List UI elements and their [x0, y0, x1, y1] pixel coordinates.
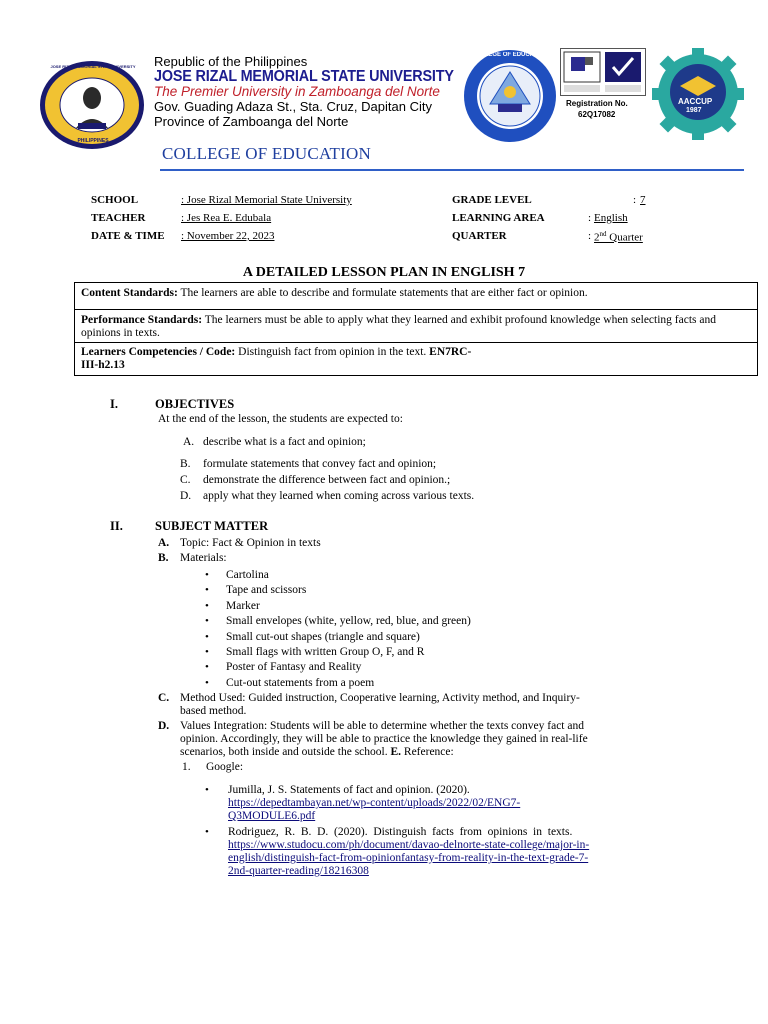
competency-text: Distinguish fact from opinion in the text. — [235, 346, 430, 358]
grade-label: GRADE LEVEL — [452, 194, 532, 206]
competency-code-2: III-h2.13 — [81, 359, 125, 371]
aaccup-year: 1987 — [686, 107, 702, 114]
method-letter: C. — [158, 692, 170, 704]
material-bullet: • — [205, 600, 209, 612]
coe-logo — [462, 48, 558, 144]
objective-d-text: apply what they learned when coming across various texts. — [203, 490, 475, 502]
material-bullet: • — [205, 615, 209, 627]
performance-standards-text: The learners must be able to apply what they learned and exhibit profound knowledge when selecting facts and opinions in texts. — [81, 314, 716, 339]
performance-standards-label: Performance Standards: — [81, 314, 203, 326]
material-bullet: • — [205, 646, 209, 658]
quarter-number: 2 — [594, 231, 600, 244]
material-item: Small flags with written Group O, F, and R — [226, 646, 425, 658]
quarter-label: QUARTER — [452, 230, 507, 242]
reference-1-link[interactable] — [228, 797, 520, 823]
reference-2-link-line-3[interactable]: 2nd-quarter-reading/18216308 — [228, 865, 369, 877]
content-standards-row — [75, 283, 757, 310]
reference-bullet: • — [205, 826, 209, 838]
objective-d-letter: D. — [180, 490, 192, 502]
material-bullet: • — [205, 661, 209, 673]
material-item: Small envelopes (white, yellow, red, blue, and green) — [226, 615, 471, 627]
quarter-suffix: nd — [599, 230, 607, 238]
school-label: SCHOOL — [91, 194, 139, 206]
teacher-value: : Jes Rea E. Edubala — [181, 212, 272, 224]
quarter-word: Quarter — [606, 231, 643, 244]
content-standards-text: The learners are able to describe and formulate statements that are either fact or opinion. — [177, 287, 588, 299]
topic-text: Topic: Fact & Opinion in texts — [180, 537, 321, 549]
topic-letter: A. — [158, 537, 170, 549]
objectives-numeral: I. — [110, 397, 118, 411]
subject-heading: SUBJECT MATTER — [155, 519, 269, 533]
address-line-1: Gov. Guading Adaza St., Sta. Cruz, Dapitan City — [154, 99, 432, 114]
registration-label: Registration No. — [566, 99, 628, 108]
reference-1-link-line-2[interactable]: Q3MODULE6.pdf — [228, 810, 316, 822]
quarter-colon: : — [588, 230, 592, 242]
objective-c-text: demonstrate the difference between fact and opinion.; — [203, 474, 451, 486]
values-text-end: scenarios, both inside and outside the school. — [180, 746, 391, 758]
google-number: 1. — [182, 761, 191, 773]
reference-1-link-line-1[interactable]: https://depedtambayan.net/wp-content/uploads/2022/02/ENG7- — [228, 797, 521, 809]
university-tagline: The Premier University in Zamboanga del Norte — [154, 84, 440, 99]
reference-label: Reference: — [401, 746, 454, 758]
reference-letter: E. — [390, 746, 402, 758]
material-bullet: • — [205, 569, 209, 581]
values-letter: D. — [158, 720, 170, 732]
header-divider — [160, 169, 744, 171]
seal-bottom-text: PHILIPPINES — [77, 138, 109, 144]
university-name: JOSE RIZAL MEMORIAL STATE UNIVERSITY — [154, 68, 454, 85]
standards-table — [74, 282, 758, 376]
area-label: LEARNING AREA — [452, 212, 545, 224]
method-text-line-1: Method Used: Guided instruction, Cooperative learning, Activity method, and Inquiry- — [180, 692, 580, 704]
materials-letter: B. — [158, 552, 169, 564]
grade-colon: : — [633, 194, 637, 206]
lesson-plan-title: A DETAILED LESSON PLAN IN ENGLISH 7 — [242, 265, 526, 280]
values-text-line-2: opinion. Accordingly, they will be able to practice the knowledge they gained in real-life — [180, 733, 588, 745]
subject-numeral: II. — [110, 519, 123, 533]
material-item: Small cut-out shapes (triangle and square) — [226, 631, 420, 643]
material-item: Tape and scissors — [226, 584, 307, 596]
reference-2-link-line-1[interactable]: https://www.studocu.com/ph/document/davao-delnorte-state-college/major-in- — [228, 839, 590, 851]
content-standards-label: Content Standards: — [81, 287, 178, 299]
method-text-line-2: based method. — [180, 705, 247, 717]
objective-a-letter: A. — [183, 436, 195, 448]
objective-b-letter: B. — [180, 458, 191, 470]
material-item: Poster of Fantasy and Reality — [226, 661, 362, 673]
quarter-value — [594, 230, 643, 244]
registration-number: 62Q17082 — [578, 110, 616, 119]
values-text-line-1: Values Integration: Students will be able to determine whether the texts convey fact and — [180, 720, 584, 732]
area-colon: : — [588, 212, 592, 224]
material-item: Marker — [226, 600, 260, 612]
university-seal — [38, 60, 146, 150]
reference-2-citation: Rodriguez, R. B. D. (2020). Distinguish facts from opinions in texts. — [228, 826, 573, 838]
reference-2-link[interactable] — [228, 839, 589, 878]
reference-1-citation: Jumilla, J. S. Statements of fact and opinion. (2020). — [228, 784, 470, 796]
objective-b-text: formulate statements that convey fact and opinion; — [203, 458, 437, 470]
grade-value: 7 — [640, 194, 646, 206]
material-item: Cut-out statements from a poem — [226, 677, 375, 689]
area-value: English — [594, 212, 628, 224]
competency-row — [75, 343, 757, 375]
google-label: Google: — [206, 761, 244, 773]
teacher-label: TEACHER — [91, 212, 146, 224]
school-value: : Jose Rizal Memorial State University — [181, 194, 352, 206]
performance-standards-row — [75, 310, 757, 343]
aaccup-logo — [650, 46, 746, 142]
reference-2-link-line-2[interactable]: english/distinguish-fact-from-opinionfantasy-from-reality-in-the-text-grade-7- — [228, 852, 589, 864]
material-item: Cartolina — [226, 569, 269, 581]
material-bullet: • — [205, 631, 209, 643]
values-text-line-3 — [180, 746, 454, 759]
coe-logo-text: COLLEGE OF EDUCATION — [472, 52, 548, 58]
materials-label: Materials: — [180, 552, 227, 564]
reference-bullet: • — [205, 784, 209, 796]
objective-c-letter: C. — [180, 474, 191, 486]
objective-a-text: describe what is a fact and opinion; — [203, 436, 366, 448]
competency-code: EN7RC- — [429, 346, 472, 358]
material-bullet: • — [205, 584, 209, 596]
competency-label: Learners Competencies / Code: — [81, 346, 236, 358]
material-bullet: • — [205, 677, 209, 689]
objectives-intro: At the end of the lesson, the students are expected to: — [158, 413, 403, 425]
objectives-heading: OBJECTIVES — [155, 397, 235, 411]
aaccup-label: AACCUP — [678, 97, 713, 106]
iso-certification-logo — [560, 48, 646, 96]
seal-arc-text: JOSE RIZAL MEMORIAL STATE UNIVERSITY — [50, 64, 136, 69]
date-label: DATE & TIME — [91, 230, 165, 242]
date-value: : November 22, 2023 — [181, 230, 275, 242]
address-line-2: Province of Zamboanga del Norte — [154, 114, 349, 129]
college-title: COLLEGE OF EDUCATION — [162, 144, 371, 163]
republic-line: Republic of the Philippines — [154, 54, 308, 69]
